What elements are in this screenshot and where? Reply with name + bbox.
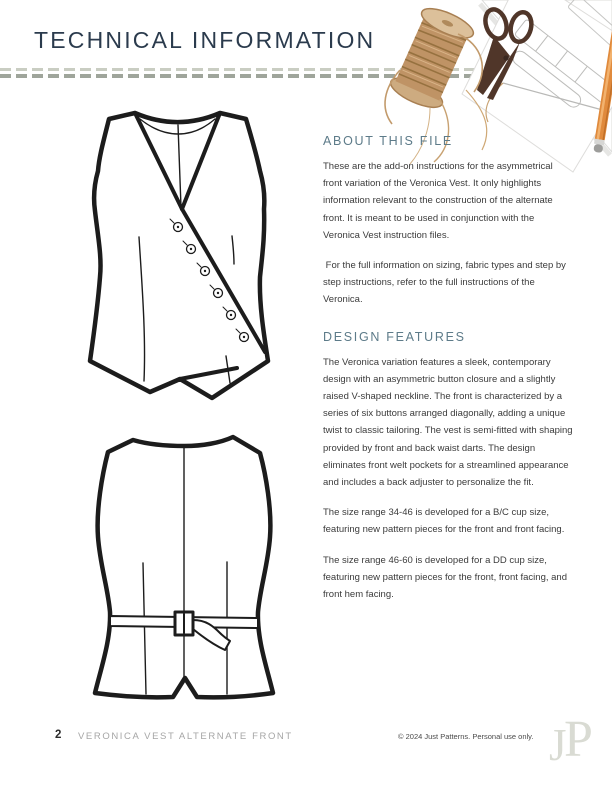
text-column — [323, 134, 576, 616]
design-paragraph-2: The size range 34-46 is developed for a B/C cup size, featuring new pattern pieces for the front and front facing. — [323, 507, 565, 536]
footer-doc-title: VERONICA VEST ALTERNATE FRONT — [78, 731, 293, 742]
page-title: TECHNICAL INFORMATION — [34, 27, 376, 53]
about-paragraph-2: For the full information on sizing, fabric types and step by step instructions, refer to the full instructions of the Veronica. — [323, 260, 569, 306]
vest-back-illustration — [80, 430, 315, 715]
about-paragraph-1: These are the add-on instructions for the asymmetrical front variation of the Veronica Vest. It only highlights information relevant to the construction of the alternate front. It is meant to be used in conjunction with the Veronica Vest instruction files. — [323, 161, 556, 241]
design-paragraph-1: The Veronica variation features a sleek, contemporary design with an asymmetric button closure and a slightly raised V-shaped neckline. The front is characterized by a series of six buttons arranged diagonally, adding a unique twist to classic tailoring. The vest is semi-fitted with shaping provided by front and back waist darts. The design eliminates front welt pockets for a streamlined appearance and includes a back adjuster to personalize the fit. — [323, 356, 576, 489]
page-number: 2 — [55, 729, 62, 741]
design-features-heading: DESIGN FEATURES — [323, 329, 466, 344]
vest-front-illustration — [80, 105, 315, 405]
logo-letter-p: P — [564, 711, 593, 768]
just-patterns-logo — [549, 711, 604, 784]
design-paragraph-3: The size range 46-60 is developed for a DD cup size, featuring new pattern pieces for the front, front facing, and front hem facing. — [323, 554, 570, 601]
about-heading: ABOUT THIS FILE — [323, 134, 453, 148]
footer-copyright: © 2024 Just Patterns. Personal use only. — [398, 732, 534, 741]
logo-letter-j: J — [549, 720, 567, 770]
